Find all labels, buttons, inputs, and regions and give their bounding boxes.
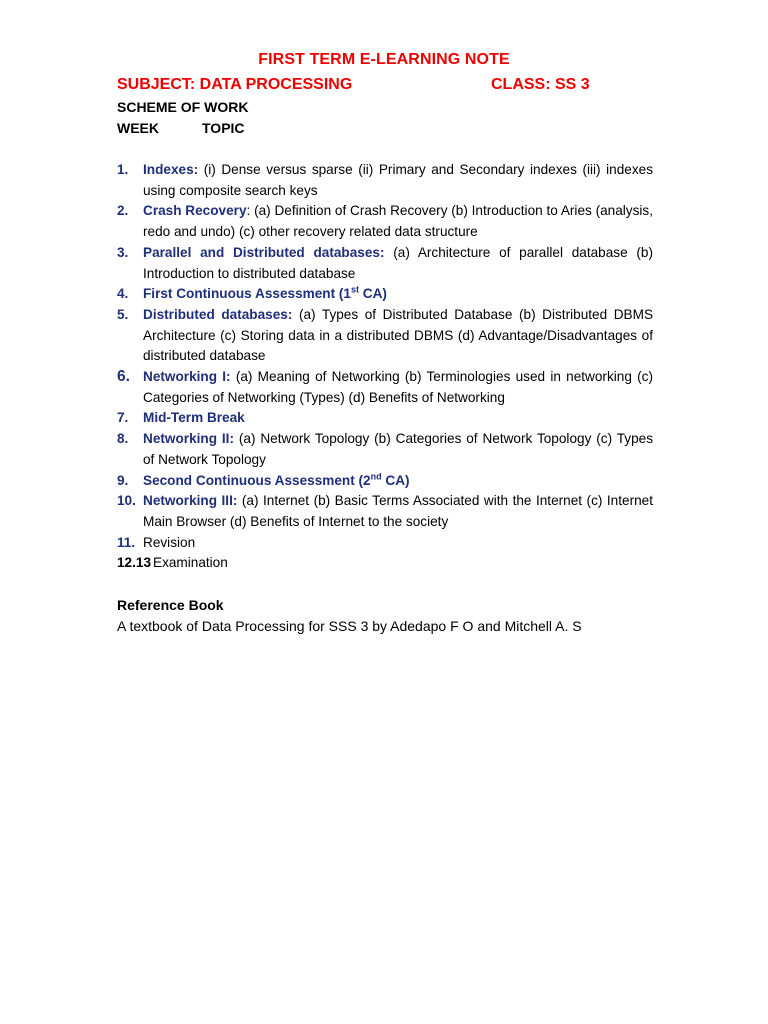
list-item (117, 284, 653, 305)
topic-description: (a) Meaning of Networking (b) Terminologies used in networking (c) Categories of Networking (Types) (d) Benefits of Networking (143, 369, 653, 405)
week-number: 12.13 (117, 555, 152, 571)
topic-description: Examination (153, 555, 228, 571)
list-item (117, 160, 653, 201)
topic-description: Revision (143, 534, 196, 550)
list-item (117, 243, 653, 284)
topic-title: Networking III: (143, 493, 238, 509)
topic-title: Networking I: (143, 369, 231, 385)
week-number: 10. (117, 493, 136, 509)
week-number: 11. (117, 534, 136, 550)
reference-text: A textbook of Data Processing for SSS 3 by Adedapo F O and Mitchell A. S (117, 618, 582, 634)
topic-title: Crash Recovery (143, 203, 247, 219)
topic-title: Second Continuous Assessment (2nd CA) (143, 471, 410, 488)
list-item (117, 408, 653, 429)
list-item (117, 553, 653, 574)
topic-description: (i) Dense versus sparse (ii) Primary and Secondary indexes (iii) indexes using composite search keys (143, 162, 653, 198)
list-item (117, 471, 653, 492)
reference-heading: Reference Book (117, 597, 224, 613)
list-item (117, 429, 653, 470)
list-item (117, 305, 653, 367)
week-number: 7. (117, 410, 129, 426)
topic-description: (a) Architecture of parallel database (b) Introduction to distributed database (143, 244, 653, 281)
week-number: 5. (117, 306, 129, 322)
list-item (117, 367, 653, 408)
scheme-list (117, 160, 653, 574)
scheme-of-work-heading: SCHEME OF WORK (117, 99, 249, 115)
topic-description: : (a) Definition of Crash Recovery (b) Introduction to Aries (analysis, redo and undo) (c) other recovery related data structure (143, 203, 653, 240)
week-number: 3. (117, 244, 129, 260)
topic-description: (a) Network Topology (b) Categories of Network Topology (c) Types of Network Topology (143, 431, 653, 467)
week-number: 1. (117, 162, 129, 177)
topic-title: Networking II: (143, 431, 234, 447)
week-number: 2. (117, 203, 129, 219)
list-item (117, 491, 653, 532)
week-number: 6. (117, 368, 130, 386)
topic-description: (a) Types of Distributed Database (b) Distributed DBMS Architecture (c) Storing data in a distributed DBMS (d) Advantage/Disadvantages of distributed database (143, 306, 654, 364)
document-title: FIRST TERM E-LEARNING NOTE (258, 51, 510, 68)
topic-title: Mid-Term Break (143, 410, 245, 426)
class-label: CLASS: SS 3 (491, 76, 590, 93)
topic-title: First Continuous Assessment (1st CA) (143, 284, 387, 302)
week-number: 8. (117, 431, 129, 447)
topic-title: Parallel and Distributed databases: (143, 244, 385, 260)
week-number: 9. (117, 472, 129, 488)
topic-title: Distributed databases: (143, 306, 293, 322)
topic-title: Indexes: (143, 162, 199, 177)
list-item (117, 533, 653, 554)
subject-label: SUBJECT: DATA PROCESSING (117, 76, 353, 93)
week-column-header: WEEK (117, 120, 159, 136)
topic-column-header: TOPIC (202, 120, 245, 136)
topic-description: (a) Internet (b) Basic Terms Associated with the Internet (c) Internet Main Browser (d) Benefits of Internet to the society (143, 493, 653, 529)
week-number: 4. (117, 286, 129, 302)
list-item (117, 201, 653, 242)
